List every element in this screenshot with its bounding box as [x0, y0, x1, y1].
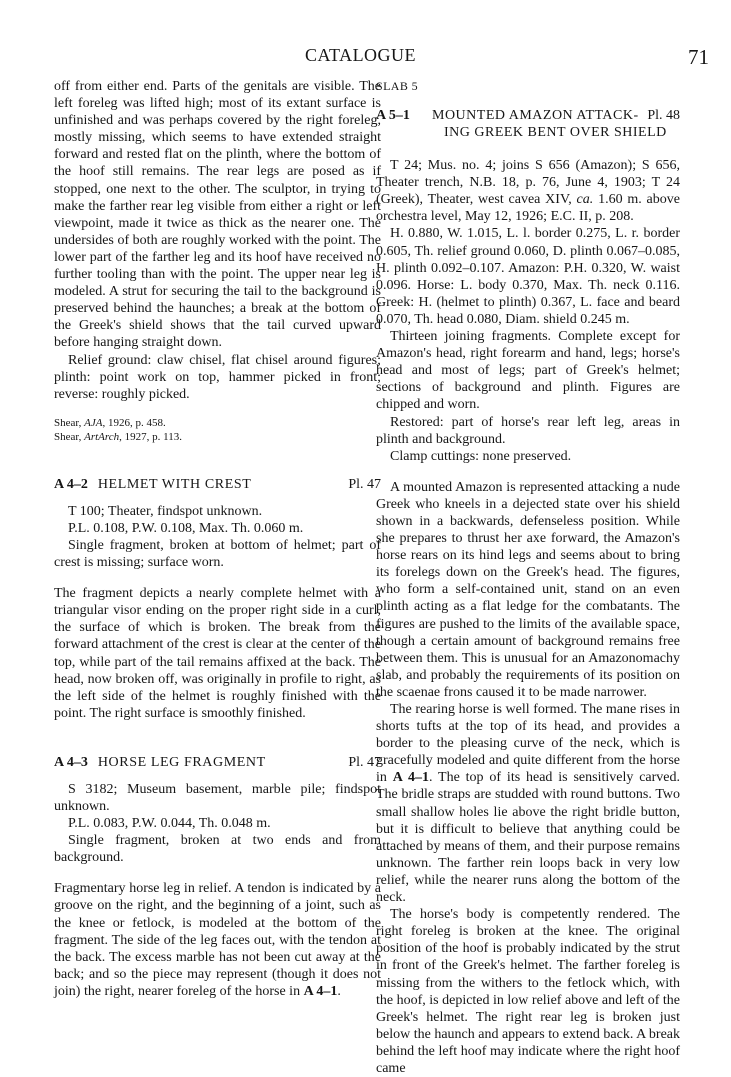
entry-line: S 3182; Museum basement, marble pile; findspot unknown.: [54, 781, 381, 814]
entry-description: Fragmentary horse leg in relief. A tendon is indicated by a groove on the right, and the beginning of a joint, such as the knee or fetlock, is modeled at the bottom of the fragment. The side of the leg faces out, with the tendon at the back. The excess marble has not been cut away at the back; and so the piece may represent (though it does not join) the right, nearer foreleg of the horse in A 4–1.: [54, 881, 381, 999]
horse-paragraph: The rearing horse is well formed. The mane rises in shorts tufts at the top of its head, and provides a border to the pleasing curve of the neck, which is gracefully modeled and quite different from the horse in A 4–1. The top of its head is sensitively carved. The bridle straps are studded with round buttons. Two small shallow holes lie above the right bridle button, but it is difficult to believe that anything could be attached by means of them, and their purpose remains unknown. The farther rein loops back in very low relief, while the nearer runs along the bottom of the neck.: [376, 702, 681, 906]
entry-line: T 100; Theater, findspot unknown.: [68, 503, 263, 519]
entry-line: P.L. 0.108, P.W. 0.108, Max. Th. 0.060 m.: [68, 520, 304, 536]
reference: Shear, AJA, 1926, p. 458.: [54, 416, 166, 429]
reference: Shear, ArtArch, 1927, p. 113.: [54, 430, 182, 443]
entry-heading-a4-2: [54, 476, 381, 493]
restored-paragraph: Restored: part of horse's rear left leg, areas in plinth and background.: [376, 414, 680, 447]
page-header: [0, 42, 731, 72]
entry-line: P.L. 0.083, P.W. 0.044, Th. 0.048 m.: [68, 816, 271, 832]
page-number: 71: [688, 45, 709, 69]
entry-title-line-2: ING GREEK BENT OVER SHIELD: [444, 125, 667, 141]
entry-line: Single fragment, broken at two ends and from background.: [54, 833, 381, 866]
entry-line: Single fragment, broken at bottom of helmet; part of crest is missing; surface worn.: [54, 537, 381, 571]
left-column: [54, 78, 381, 1000]
dimensions-paragraph: H. 0.880, W. 1.015, L. l. border 0.275, L. r. border 0.605, Th. relief ground 0.060, D. plinth 0.067–0.085, H. plinth 0.092–0.107. Amazon: P.H. 0.320, W. waist 0.096. Horse: L. body 0.370, Max. Th. neck 0.116. Greek: H. (helmet to plinth) 0.367, L. face and beard 0.070, Th. head 0.080, Diam. shield 0.245 m.: [376, 226, 680, 327]
entry-description: The fragment depicts a nearly complete helmet with a triangular visor ending on the proper right side in a curl, the surface of which is broken. The break from the forward attachment of the crest is clear at the center of the top, while part of the tail remains affixed at the back. The head, now broken off, was originally in profile to right, as the left side of the helmet is roughly finished with the point. The right surface is smoothly finished.: [54, 586, 381, 721]
entry-title: HELMET WITH CREST: [97, 476, 252, 492]
entry-heading-a5-1: [376, 107, 680, 141]
slab-label: SLAB 5: [376, 79, 419, 93]
right-column: [376, 78, 680, 1077]
entry-title: HORSE LEG FRAGMENT: [97, 754, 266, 770]
description-paragraph: A mounted Amazon is represented attacking a nude Greek who kneels in a dejected state over his shield shown in a backwards, defenseless position. While she prepares to thrust her axe forward, the Amazon's horse rears on its hind legs and seems about to bring its forelegs down on the Greek's head. The figures, who form a self-contained unit, stand on an even plinth acting as a flat ledge for the combatants. The figures are pushed to the limits of the available space, though a certain amount of background remains free between them. This is unusual for an Amazonomachy slab, and probably the requirements of its position on the scaenae frons caused it to be made narrower.: [376, 479, 680, 700]
entry-heading-a4-3: [54, 754, 381, 771]
horse-body-paragraph: The horse's body is competently rendered. The right foreleg is broken at the knee. The original position of the hoof is probably indicated by the strut in front of the Greek's helmet. The farther foreleg is missing from the withers to the fetlock which, with the hoof, is depicted in low relief above and left of the Greek's helmet. The right rear leg is broken just below the haunch and appears to extend back. A break behind the left hoof may indicate where the right hoof came: [376, 907, 681, 1076]
continued-paragraph: off from either end. Parts of the genitals are visible. The left foreleg was lifted high; most of its extant surface is unfinished and was perhaps covered by the right foreleg, mostly missing, which seems to have extended straight forward and rested flat on the plinth, where the bottom of the hoof still remains. The rear legs are posed as if stopped, one next to the other. The sculptor, in trying to make the farther rear leg visible from either a right or left viewpoint, made it twice as thick as the nearer one. The undersides of both are roughly worked with the point. The lower part of the farther leg and its hoof have received no further tooling than with the point. The upper near leg is modeled. A strut for securing the tail to the background is preserved behind the haunches; a break at the bottom of the Greek's shield shows that the tail curved upward before hanging straight down.: [54, 79, 381, 351]
provenance-paragraph: T 24; Mus. no. 4; joins S 656 (Amazon); S 656, Theater trench, N.B. 18, p. 76, June 4, 1903; T 24 (Greek), Theater, west cavea XIV, ca. 1.60 m. above orchestra level, May 12, 1926; E.C. II, p. 208.: [376, 158, 680, 225]
entry-number: A 4–3: [54, 754, 88, 770]
entry-title-line-1: MOUNTED AMAZON ATTACK-: [432, 108, 639, 124]
relief-ground-paragraph: Relief ground: claw chisel, flat chisel around figures; plinth: point work on top, hammer picked in front; reverse: roughly picked.: [54, 352, 381, 402]
plate-reference: Pl. 47: [348, 754, 381, 770]
running-title: CATALOGUE: [305, 45, 417, 65]
entry-number: A 4–2: [54, 476, 88, 492]
condition-paragraph: Thirteen joining fragments. Complete except for Amazon's head, right forearm and hand, legs; horse's head and most of legs; part of Greek's helmet; sections of background and plinth. Figures are chipped and worn.: [376, 329, 680, 413]
bibliography: [54, 416, 381, 444]
plate-reference: Pl. 47: [348, 476, 381, 492]
plate-reference: Pl. 48: [647, 108, 680, 124]
clamp-paragraph: Clamp cuttings: none preserved.: [390, 448, 572, 464]
entry-number: A 5–1: [376, 108, 410, 124]
